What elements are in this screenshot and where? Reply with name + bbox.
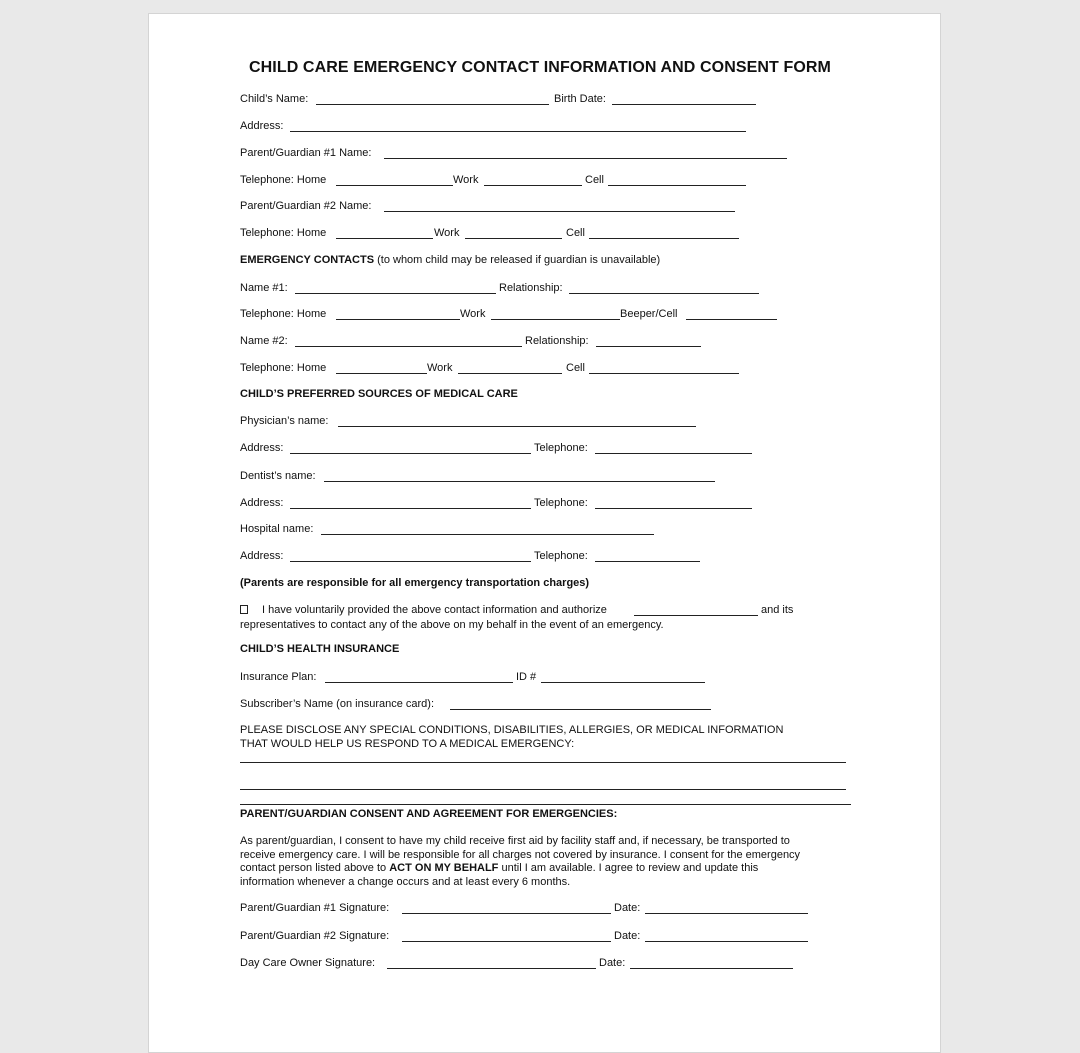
name2-relationship-label: Relationship: <box>525 335 589 347</box>
hospital-address-field[interactable] <box>290 561 531 562</box>
consent-line-3: contact person listed above to ACT ON MY BEHALF until I am available. I agree to review and update this <box>240 862 759 874</box>
sig1-label: Parent/Guardian #1 Signature: <box>240 902 390 914</box>
parent1-tel-home-field[interactable] <box>336 185 453 186</box>
childs-name-field[interactable] <box>316 104 549 105</box>
owner-sig-date-label: Date: <box>599 957 626 969</box>
contact2-cell-label: Cell <box>566 362 585 374</box>
name1-label: Name #1: <box>240 282 288 294</box>
name2-label: Name #2: <box>240 335 288 347</box>
name2-relationship-field[interactable] <box>596 346 701 347</box>
owner-sig-label: Day Care Owner Signature: <box>240 957 376 969</box>
dentist-label: Dentist’s name: <box>240 470 316 482</box>
contact1-work-label: Work <box>460 308 486 320</box>
physician-telephone-field[interactable] <box>595 453 752 454</box>
disclose-line-2: THAT WOULD HELP US RESPOND TO A MEDICAL EMERGENCY: <box>240 738 575 750</box>
physician-label: Physician’s name: <box>240 415 329 427</box>
medical-care-heading: CHILD’S PREFERRED SOURCES OF MEDICAL CARE <box>240 388 518 400</box>
owner-sig-date-field[interactable] <box>630 968 793 969</box>
authorize-facility-field[interactable] <box>634 615 758 616</box>
insurance-plan-label: Insurance Plan: <box>240 671 317 683</box>
parent2-tel-home-field[interactable] <box>336 238 433 239</box>
consent-line-1: As parent/guardian, I consent to have my child receive first aid by facility staff and, if necessary, be transported to <box>240 835 790 847</box>
hospital-label: Hospital name: <box>240 523 314 535</box>
disclose-field-line-3[interactable] <box>240 804 851 805</box>
hospital-address-label: Address: <box>240 550 284 562</box>
owner-sig-field[interactable] <box>387 968 596 969</box>
childs-name-label: Child’s Name: <box>240 93 309 105</box>
transport-charges-note: (Parents are responsible for all emergency transportation charges) <box>240 577 590 589</box>
contact2-tel-home-field[interactable] <box>336 373 427 374</box>
emergency-contacts-heading: EMERGENCY CONTACTS (to whom child may be released if guardian is unavailable) <box>240 254 661 266</box>
hospital-field[interactable] <box>321 534 654 535</box>
contact1-beeper-label: Beeper/Cell <box>620 308 678 320</box>
insurance-id-field[interactable] <box>541 682 705 683</box>
sig2-date-label: Date: <box>614 930 641 942</box>
dentist-address-field[interactable] <box>290 508 531 509</box>
sig2-field[interactable] <box>402 941 611 942</box>
authorize-line-1: I have voluntarily provided the above contact information and authorize <box>240 603 607 617</box>
physician-field[interactable] <box>338 426 696 427</box>
dentist-telephone-label: Telephone: <box>534 497 588 509</box>
contact2-work-field[interactable] <box>458 373 562 374</box>
consent-line-2: receive emergency care. I will be responsible for all charges not covered by insurance. I consent for the emergency <box>240 848 801 861</box>
address-field[interactable] <box>290 131 746 132</box>
parent2-cell-field[interactable] <box>589 238 739 239</box>
insurance-plan-field[interactable] <box>325 682 513 683</box>
disclose-field-line-2[interactable] <box>240 789 846 790</box>
parent1-name-field[interactable] <box>384 158 787 159</box>
contact1-work-field[interactable] <box>491 319 620 320</box>
birth-date-field[interactable] <box>612 104 756 105</box>
hospital-telephone-field[interactable] <box>595 561 700 562</box>
sig2-label: Parent/Guardian #2 Signature: <box>240 930 390 942</box>
parent1-tel-home-label: Telephone: Home <box>240 174 327 186</box>
physician-address-label: Address: <box>240 442 284 454</box>
parent1-cell-field[interactable] <box>608 185 746 186</box>
authorize-and-its: and its <box>761 604 794 616</box>
name1-field[interactable] <box>295 293 496 294</box>
contact2-cell-field[interactable] <box>589 373 739 374</box>
physician-address-field[interactable] <box>290 453 531 454</box>
name2-field[interactable] <box>295 346 522 347</box>
subscriber-label: Subscriber’s Name (on insurance card): <box>240 698 435 710</box>
parent1-work-label: Work <box>453 174 479 186</box>
name1-relationship-label: Relationship: <box>499 282 563 294</box>
parent2-name-field[interactable] <box>384 211 735 212</box>
subscriber-field[interactable] <box>450 709 711 710</box>
parent1-work-field[interactable] <box>484 185 582 186</box>
sig2-date-field[interactable] <box>645 941 808 942</box>
form-title: CHILD CARE EMERGENCY CONTACT INFORMATION AND CONSENT FORM <box>249 59 831 76</box>
address-label: Address: <box>240 120 284 132</box>
parent2-work-label: Work <box>434 227 460 239</box>
contact1-beeper-field[interactable] <box>686 319 777 320</box>
parent2-work-field[interactable] <box>465 238 562 239</box>
dentist-field[interactable] <box>324 481 715 482</box>
sig1-field[interactable] <box>402 913 611 914</box>
disclose-line-1: PLEASE DISCLOSE ANY SPECIAL CONDITIONS, DISABILITIES, ALLERGIES, OR MEDICAL INFORMATION <box>240 724 784 736</box>
insurance-id-label: ID # <box>516 671 537 683</box>
contact1-tel-home-label: Telephone: Home <box>240 308 327 320</box>
sig1-date-field[interactable] <box>645 913 808 914</box>
parent2-cell-label: Cell <box>566 227 585 239</box>
parent1-cell-label: Cell <box>585 174 604 186</box>
parent1-name-label: Parent/Guardian #1 Name: <box>240 147 372 159</box>
disclose-field-line-1[interactable] <box>240 762 846 763</box>
consent-heading: PARENT/GUARDIAN CONSENT AND AGREEMENT FOR EMERGENCIES: <box>240 808 618 820</box>
birth-date-label: Birth Date: <box>554 93 606 105</box>
dentist-telephone-field[interactable] <box>595 508 752 509</box>
dentist-address-label: Address: <box>240 497 284 509</box>
sig1-date-label: Date: <box>614 902 641 914</box>
hospital-telephone-label: Telephone: <box>534 550 588 562</box>
authorize-line-2: representatives to contact any of the above on my behalf in the event of an emergency. <box>240 619 664 631</box>
health-insurance-heading: CHILD’S HEALTH INSURANCE <box>240 643 400 655</box>
physician-telephone-label: Telephone: <box>534 442 588 454</box>
consent-line-4: information whenever a change occurs and at least every 6 months. <box>240 875 571 888</box>
parent2-tel-home-label: Telephone: Home <box>240 227 327 239</box>
contact1-tel-home-field[interactable] <box>336 319 460 320</box>
parent2-name-label: Parent/Guardian #2 Name: <box>240 200 372 212</box>
authorize-checkbox[interactable] <box>240 605 248 614</box>
contact2-tel-home-label: Telephone: Home <box>240 362 327 374</box>
name1-relationship-field[interactable] <box>569 293 759 294</box>
contact2-work-label: Work <box>427 362 453 374</box>
